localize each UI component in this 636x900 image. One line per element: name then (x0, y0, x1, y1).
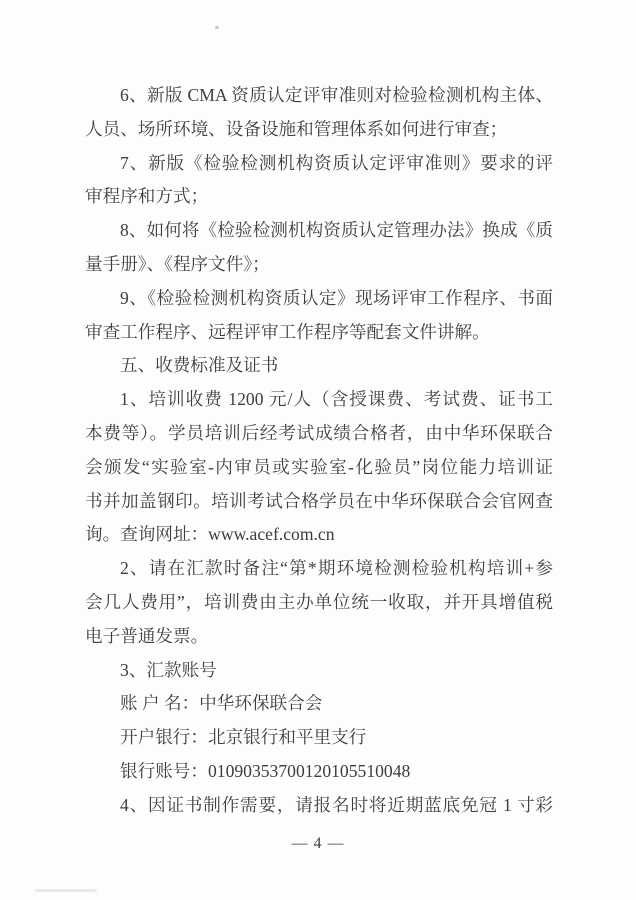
text-line: 本费等）。学员培训后经考试成绩合格者，由中华环保联合 (85, 422, 553, 443)
scan-artifact-dot (215, 26, 219, 29)
text-line: 五、收费标准及证书 (120, 355, 279, 376)
text-line: 电子普通发票。 (85, 625, 209, 646)
page-number: — 4 — (291, 835, 345, 852)
text-line: 账 户 名：中华环保联合会 (120, 693, 323, 714)
text-line: 审程序和方式； (85, 186, 209, 207)
text-line: 书并加盖钢印。培训考试合格学员在中华环保联合会官网查 (85, 490, 553, 511)
text-line: 9、《检验检测机构资质认定》现场评审工作程序、书面 (120, 287, 553, 308)
text-line: 开户银行：北京银行和平里支行 (120, 727, 367, 748)
scan-artifact-smudge (35, 889, 97, 892)
text-line: 审查工作程序、远程评审工作程序等配套文件讲解。 (85, 321, 490, 342)
text-line: 2、请在汇款时备注“第*期环境检测检验机构培训+参 (120, 558, 553, 579)
text-line: 4、因证书制作需要，请报名时将近期蓝底免冠 1 寸彩 (120, 794, 553, 815)
text-line: 8、如何将《检验检测机构资质认定管理办法》换成《质 (120, 220, 553, 241)
text-line: 3、汇款账号 (120, 659, 217, 680)
text-line: 询。查询网址：www.acef.com.cn (85, 524, 335, 545)
text-line: 量手册》、《程序文件》； (85, 253, 270, 274)
text-line: 人员、场所环境、设备设施和管理体系如何进行审查； (85, 118, 508, 139)
text-line: 7、新版《检验检测机构资质认定评审准则》要求的评 (120, 152, 553, 173)
text-line: 会颁发“实验室-内审员或实验室-化验员”岗位能力培训证 (85, 456, 553, 477)
text-line: 1、培训收费 1200 元/人（含授课费、考试费、证书工 (120, 389, 553, 410)
document-body (85, 79, 553, 823)
text-line: 银行账号：01090353700120105510048 (120, 760, 411, 781)
text-line: 会几人费用”，培训费由主办单位统一收取，并开具增值税 (85, 591, 553, 612)
text-line: 6、新版 CMA 资质认定评审准则对检验检测机构主体、 (120, 85, 553, 105)
